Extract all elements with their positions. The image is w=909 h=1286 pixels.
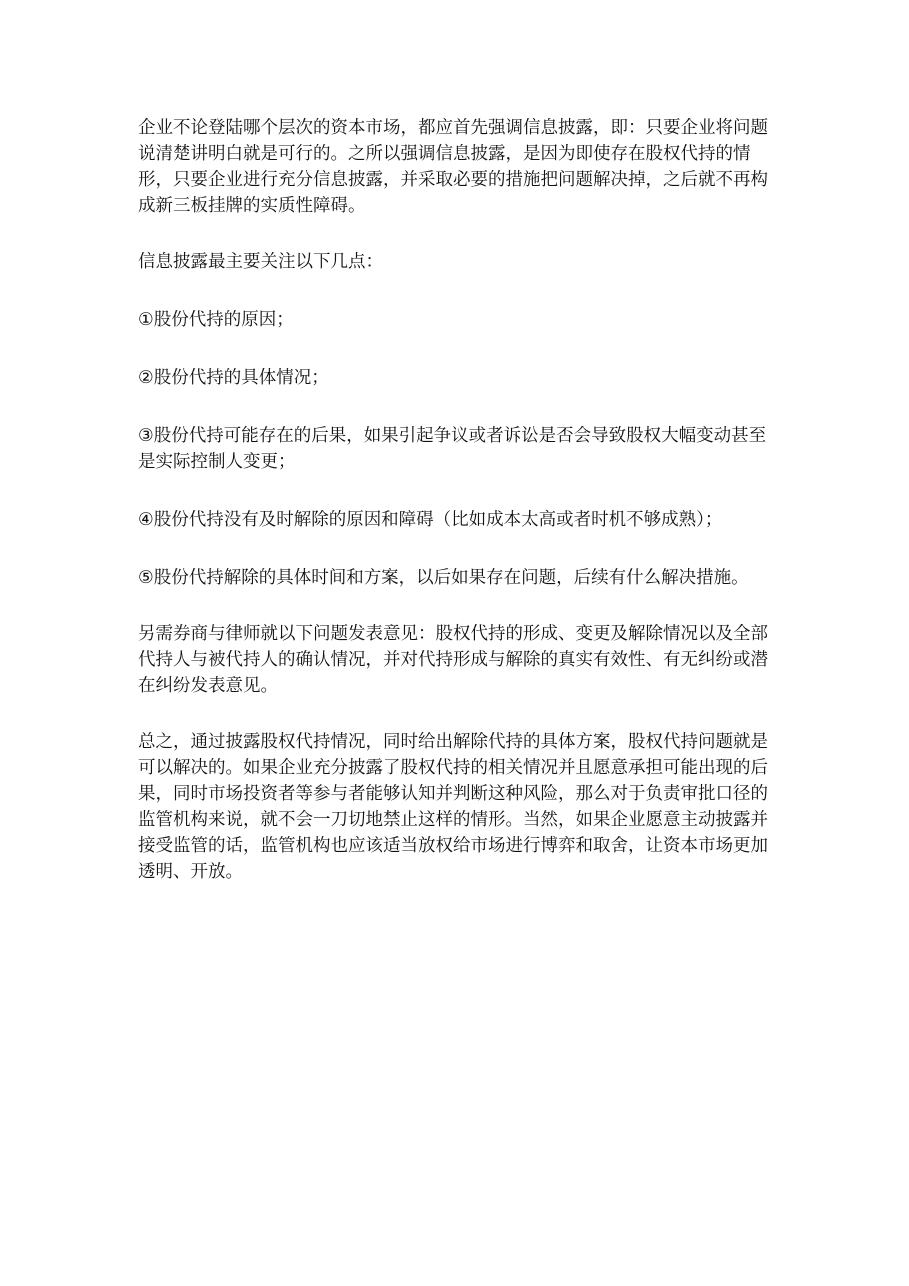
list-item-2: ②股份代持的具体情况；	[138, 368, 329, 388]
document-body	[138, 115, 778, 885]
list-item-3: ③股份代持可能存在的后果，如果引起争议或者诉讼是否会导致股权大幅变动甚至是实际控制人变更；	[138, 426, 767, 472]
list-item-4: ④股份代持没有及时解除的原因和障碍（比如成本太高或者时机不够成熟）；	[138, 510, 723, 530]
paragraph-focus-heading: 信息披露最主要关注以下几点：	[138, 252, 383, 272]
paragraph-opinion: 另需券商与律师就以下问题发表意见：股权代持的形成、变更及解除情况以及全部代持人与被代持人的确认情况，并对代持形成与解除的真实有效性、有无纠纷或潜在纠纷发表意见。	[138, 624, 768, 696]
paragraph-intro: 企业不论登陆哪个层次的资本市场，都应首先强调信息披露，即：只要企业将问题说清楚讲明白就是可行的。之所以强调信息披露，是因为即使存在股权代持的情形，只要企业进行充分信息披露，并采取必要的措施把问题解决掉，之后就不再构成新三板挂牌的实质性障碍。	[138, 118, 768, 216]
paragraph-conclusion: 总之，通过披露股权代持情况，同时给出解除代持的具体方案，股权代持问题就是可以解决的。如果企业充分披露了股权代持的相关情况并且愿意承担可能出现的后果，同时市场投资者等参与者能够认知并判断这种风险，那么对于负责审批口径的监管机构来说，就不会一刀切地禁止这样的情形。当然，如果企业愿意主动披露并接受监管的话，监管机构也应该适当放权给市场进行博弈和取舍，让资本市场更加透明、开放。	[138, 732, 768, 882]
list-item-1: ①股份代持的原因；	[138, 310, 294, 330]
list-item-5: ⑤股份代持解除的具体时间和方案，以后如果存在问题，后续有什么解决措施。	[138, 568, 749, 588]
